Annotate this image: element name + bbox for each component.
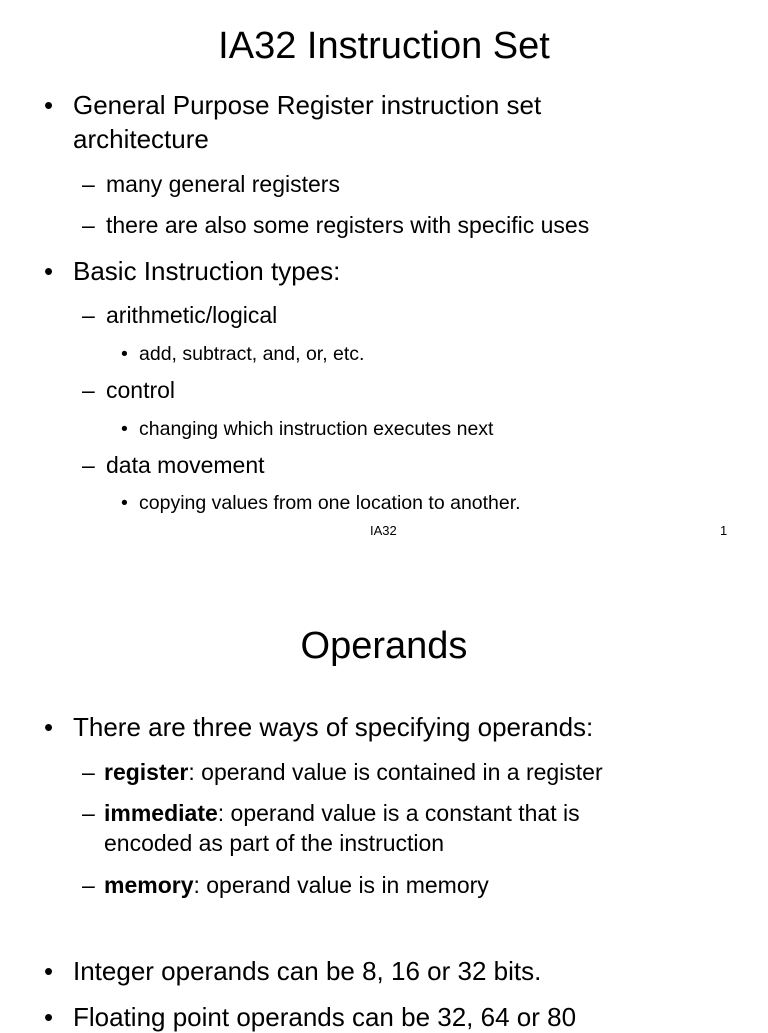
bullet-three-ways: There are three ways of specifying operands: bbox=[73, 712, 594, 742]
type-data-movement: data movement bbox=[106, 452, 265, 478]
operand-term: memory bbox=[104, 872, 194, 898]
operand-term: register bbox=[104, 759, 189, 785]
sub-specific-registers: there are also some registers with specific uses bbox=[106, 212, 590, 238]
footer-label: IA32 bbox=[370, 523, 397, 538]
bullet-icon: • bbox=[44, 90, 54, 120]
operand-term: immediate bbox=[104, 800, 218, 826]
bullet-gpr-line2: architecture bbox=[73, 124, 209, 154]
operand-memory bbox=[104, 872, 489, 899]
bullet-icon: • bbox=[121, 492, 128, 514]
dash-icon: – bbox=[82, 872, 95, 898]
type-data-movement-detail: copying values from one location to another. bbox=[139, 492, 521, 514]
bullet-icon: • bbox=[44, 956, 54, 986]
dash-icon: – bbox=[82, 800, 95, 826]
bullet-icon: • bbox=[44, 1002, 54, 1032]
dash-icon: – bbox=[82, 212, 95, 238]
bullet-gpr-line1: General Purpose Register instruction set bbox=[73, 90, 542, 120]
slide-2-title: Operands bbox=[300, 625, 468, 667]
bullet-icon: • bbox=[121, 343, 128, 365]
operand-immediate bbox=[104, 800, 580, 827]
bullet-integer-operands: Integer operands can be 8, 16 or 32 bits. bbox=[73, 956, 542, 986]
dash-icon: – bbox=[82, 302, 95, 328]
bullet-icon: • bbox=[121, 418, 128, 440]
dash-icon: – bbox=[82, 452, 95, 478]
bullet-icon: • bbox=[44, 256, 54, 286]
bullet-float-operands: Floating point operands can be 32, 64 or 80 bbox=[73, 1002, 577, 1032]
operand-desc: : operand value is contained in a register bbox=[188, 759, 603, 785]
dash-icon: – bbox=[82, 759, 95, 785]
sub-many-registers: many general registers bbox=[106, 171, 340, 197]
type-arithmetic: arithmetic/logical bbox=[106, 302, 278, 328]
operand-desc: : operand value is in memory bbox=[193, 872, 489, 898]
operand-desc: : operand value is a constant that is bbox=[217, 800, 580, 826]
dash-icon: – bbox=[82, 171, 95, 197]
bullet-icon: • bbox=[44, 712, 54, 742]
operand-register bbox=[104, 759, 603, 786]
page-number: 1 bbox=[720, 523, 728, 538]
type-arithmetic-detail: add, subtract, and, or, etc. bbox=[139, 343, 365, 365]
slide-1-title: IA32 Instruction Set bbox=[218, 25, 550, 67]
dash-icon: – bbox=[82, 377, 95, 403]
type-control: control bbox=[106, 377, 176, 403]
type-control-detail: changing which instruction executes next bbox=[139, 418, 494, 440]
operand-immediate-line2: encoded as part of the instruction bbox=[104, 830, 445, 856]
bullet-instruction-types: Basic Instruction types: bbox=[73, 256, 341, 286]
